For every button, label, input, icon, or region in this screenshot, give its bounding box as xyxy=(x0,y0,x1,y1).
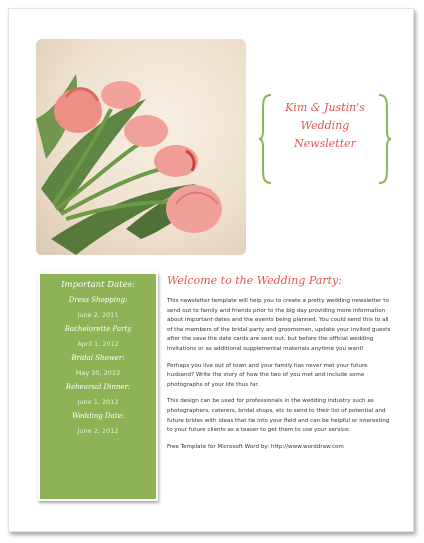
event-date: June 2, 2011 xyxy=(77,311,119,319)
event-date: June 1, 2012 xyxy=(77,398,119,406)
event-title: Bridal Shower: xyxy=(71,354,125,362)
event-title: Dress Shopping: xyxy=(68,296,128,304)
event-title: Bachelorette Party xyxy=(64,325,132,333)
article-paragraph: This newsletter template will help you to create a pretty wedding newsletter to send out to family and friends prior to the big day providing more information about important dates and the events being planned. You could send this to all of the members of the bridal party and groomsmen, update your invited guests after the save the date cards are sent out, but before the official wedding invitations or as additional supplemental materials anytime you want! xyxy=(167,298,391,352)
article-paragraph: Perhaps you live out of town and your family has never met your future husband? Write the story of how the two of you met and include some photographs of your life thus far. xyxy=(167,362,368,388)
event-date: April 1, 2012 xyxy=(77,340,119,348)
event-item xyxy=(40,325,156,348)
title-line-3: Newsletter xyxy=(294,137,356,150)
event-item xyxy=(40,412,156,435)
event-title: Rehearsal Dinner: xyxy=(65,383,131,391)
tulip-photo xyxy=(36,39,246,255)
template-credit: Free Template for Microsoft Word by: http://www.worddraw.com xyxy=(167,443,344,450)
sidebar-heading: Important Dates: xyxy=(61,280,135,290)
important-dates-sidebar xyxy=(38,272,158,501)
tulip-illustration xyxy=(36,39,246,255)
article-heading: Welcome to the Wedding Party: xyxy=(167,274,342,287)
newsletter-title xyxy=(273,99,377,153)
newsletter-title-box xyxy=(259,91,391,187)
article-paragraph: This design can be used for professionals in the wedding industry such as photographers, caterers, bridal shops, etc to send to their list of potential and future brides with ideas that tie into your field and can be helpful or interesting to your future clients as a teaser to get them to use your service. xyxy=(167,398,390,434)
event-date: May 30, 2012 xyxy=(75,369,121,377)
title-line-2: Wedding xyxy=(300,119,350,132)
title-line-1: Kim & Justin's xyxy=(285,101,365,114)
event-item xyxy=(40,296,156,319)
document-page xyxy=(8,8,414,532)
event-item xyxy=(40,383,156,406)
event-item xyxy=(40,354,156,377)
main-article xyxy=(167,274,395,459)
event-date: June 2, 2012 xyxy=(77,427,119,435)
event-title: Wedding Date: xyxy=(71,412,125,420)
